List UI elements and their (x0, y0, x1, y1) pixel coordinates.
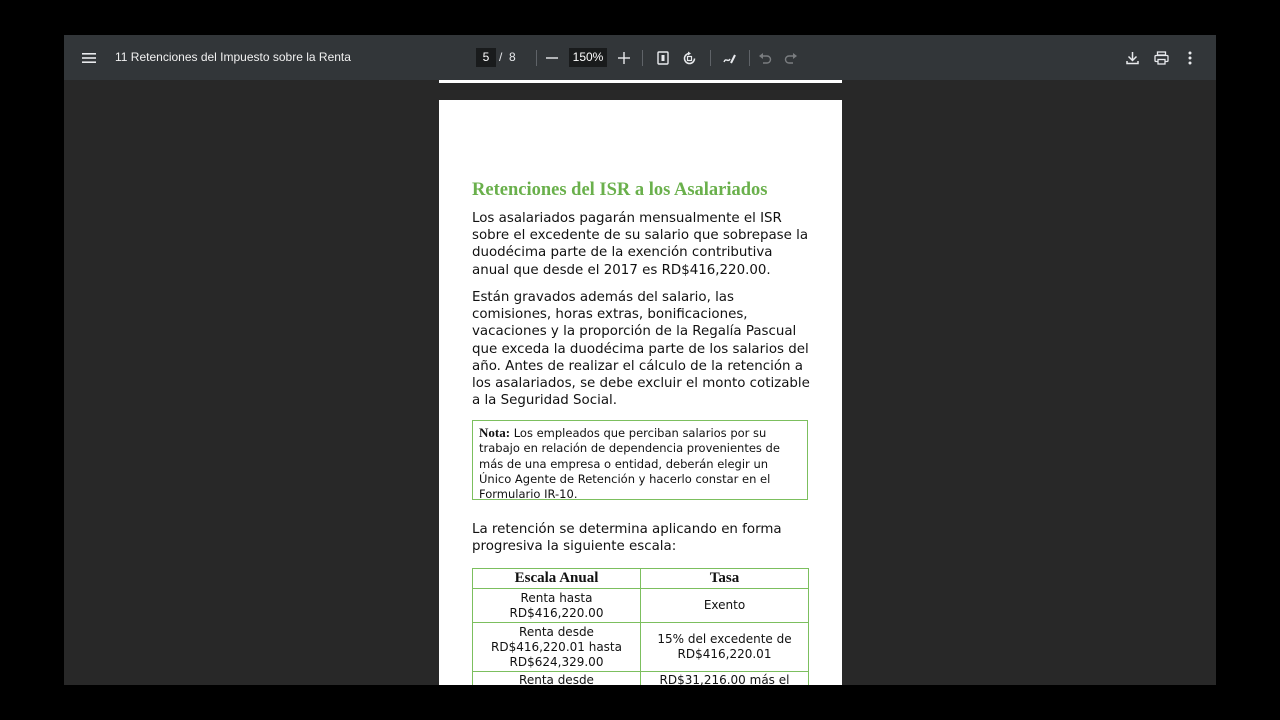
zoom-level-input[interactable]: 150% (569, 48, 607, 67)
table-header: Tasa (641, 569, 809, 589)
rotate-icon[interactable] (676, 45, 702, 71)
toolbar-divider (749, 50, 750, 66)
pdf-viewer (64, 35, 1216, 685)
paragraph-3: La retención se determina aplicando en forma progresiva la siguiente escala: (472, 522, 782, 555)
paragraph-1: Los asalariados pagarán mensualmente el ISR sobre el excedente de su salario que sobrepase la duodécima parte de la exención contributiva anual que desde el 2017 es RD$416,220.00. (472, 211, 809, 278)
undo-icon[interactable] (752, 45, 778, 71)
print-icon[interactable] (1148, 45, 1174, 71)
menu-icon[interactable] (76, 45, 102, 71)
table-header-row (473, 569, 809, 589)
previous-page-edge (439, 80, 842, 83)
table-cell: Renta hasta RD$416,220.00 (473, 589, 641, 623)
plus-icon[interactable] (611, 45, 637, 71)
toolbar-divider (642, 50, 643, 66)
fit-page-icon[interactable] (650, 45, 676, 71)
download-icon[interactable] (1119, 45, 1145, 71)
table-header: Escala Anual (473, 569, 641, 589)
pdf-page (439, 100, 842, 685)
document-viewport[interactable] (64, 80, 1216, 685)
note-label: Nota: (479, 425, 511, 440)
table-cell: Renta desde (473, 672, 641, 686)
toolbar-divider (710, 50, 711, 66)
table-cell: Renta desde RD$416,220.01 hasta RD$624,329.00 (473, 623, 641, 672)
table-cell: RD$31,216.00 más el (641, 672, 809, 686)
page-total: 8 (509, 50, 516, 64)
note-text: Los empleados que perciban salarios por su trabajo en relación de dependencia provenientes de más de una empresa o entidad, deberán elegir un Único Agente de Retención y hacerlo constar en el Formulario IR-10. (479, 426, 780, 502)
page-separator: / (499, 50, 503, 64)
redo-icon[interactable] (778, 45, 804, 71)
page-number-input[interactable]: 5 (476, 48, 496, 67)
table-row (473, 623, 809, 672)
page-heading: Retenciones del ISR a los Asalariados (472, 180, 768, 200)
document-title: 11 Retenciones del Impuesto sobre la Renta (115, 50, 351, 64)
draw-icon[interactable] (716, 45, 742, 71)
more-vert-icon[interactable] (1177, 45, 1203, 71)
table-row (473, 672, 809, 686)
table-row (473, 589, 809, 623)
toolbar-divider (536, 50, 537, 66)
paragraph-2: Están gravados además del salario, las comisiones, horas extras, bonificaciones, vacaciones y la proporción de la Regalía Pascual que exceda la duodécima parte de los salarios del año. Antes de realizar el cálculo de la retención a los asalariados, se debe excluir el monto cotizable a la Seguridad Social. (472, 290, 810, 409)
tax-scale-table (472, 568, 809, 685)
pdf-toolbar (64, 35, 1216, 80)
note-box (472, 420, 808, 500)
table-cell: Exento (641, 589, 809, 623)
table-cell: 15% del excedente de RD$416,220.01 (641, 623, 809, 672)
minus-icon[interactable] (539, 45, 565, 71)
